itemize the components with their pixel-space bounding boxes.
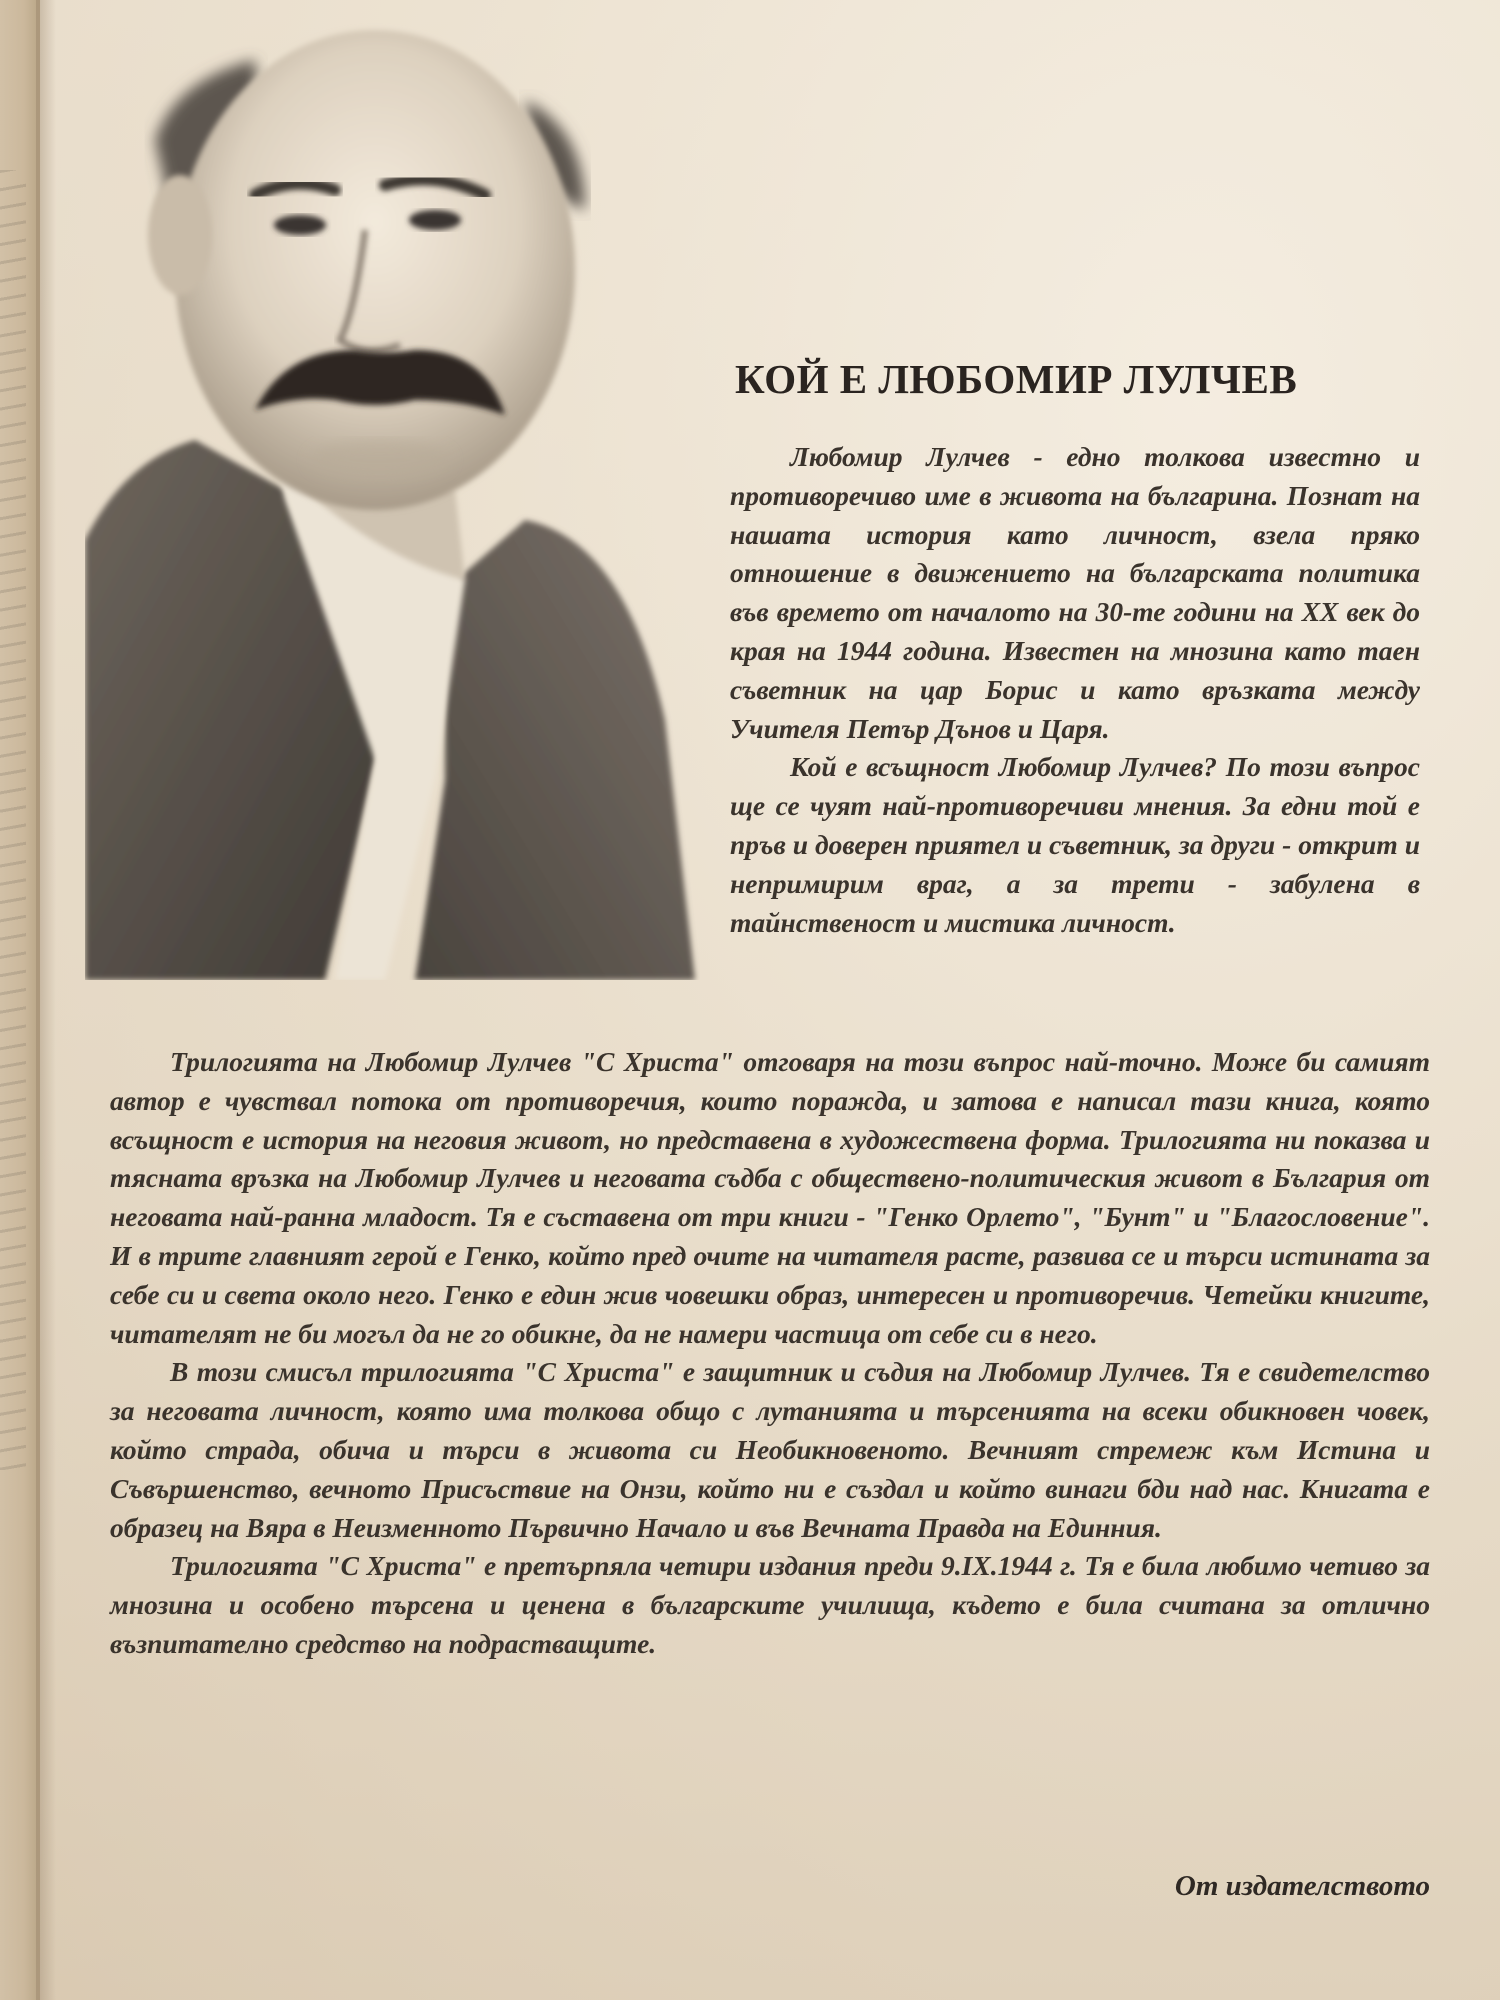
intro-paragraph: Кой е всъщност Любомир Лулчев? По този въпрос ще се чуят най-противоречиви мнения. За едни той е пръв и доверен приятел и съветник, за други - открит и непримирим враг, а за трети - забулена в тайнственост и мистика личност. [730, 751, 1420, 938]
intro-column [730, 438, 1420, 942]
body-paragraph: Трилогията на Любомир Лулчев "С Христа" отговаря на този въпрос най-точно. Може би самият автор е чувствал потока от противоречия, които поражда, и затова е написал тази книга, която всъщност е история на неговия живот, но представена в художествена форма. Трилогията ни показва и тясната връзка на Любомир Лулчев и неговата съдба с обществено-политическия живот в България от неговата най-ранна младост. Тя е съставена от три книги - "Генко Орлето", "Бунт" и "Благословение". И в трите главният герой е Генко, който пред очите на читателя расте, развива се и търси истината за себе си и света около него. Генко е един жив човешки образ, интересен и противоречив. Четейки книгите, читателят не би могъл да не го обикне, да не намери частица от себе си в него. [110, 1046, 1430, 1349]
publisher-signature: От издателството [1174, 1870, 1430, 1902]
body-paragraph: В този смисъл трилогията "С Христа" е защитник и съдия на Любомир Лулчев. Тя е свидетелство за неговата личност, която има толкова общо с лутанията и търсенията на всеки обикновен човек, който страда, обича и търси в живота си Необикновеното. Вечният стремеж към Истина и Съвършенство, вечното Присъствие на Онзи, който ни е създал и който винаги бди над нас. Книгата е образец на Вяра в Неизменното Първично Начало и във Вечната Правда на Единния. [110, 1356, 1430, 1543]
gutter-shadow [36, 0, 56, 2000]
portrait-photo [85, 20, 700, 980]
portrait-illustration [85, 20, 700, 980]
article-title: КОЙ Е ЛЮБОМИР ЛУЛЧЕВ [735, 356, 1298, 402]
facing-page-edge [0, 170, 26, 1470]
intro-paragraph: Любомир Лулчев - едно толкова известно и противоречиво име в живота на българина. Познат на нашата история като личност, взела пряко отношение в движението на българската политика във времето от началото на 30-те години на XX век до края на 1944 година. Известен на мнозина като таен съветник на цар Борис и като връзката между Учителя Петър Дънов и Царя. [730, 441, 1420, 744]
body-paragraph: Трилогията "С Христа" е претърпяла четири издания преди 9.IX.1944 г. Тя е била любимо четиво за мнозина и особено търсена и ценена в българските училища, където е била считана за отлично възпитателно средство на подрастващите. [110, 1550, 1430, 1659]
body-text [110, 1043, 1430, 1664]
